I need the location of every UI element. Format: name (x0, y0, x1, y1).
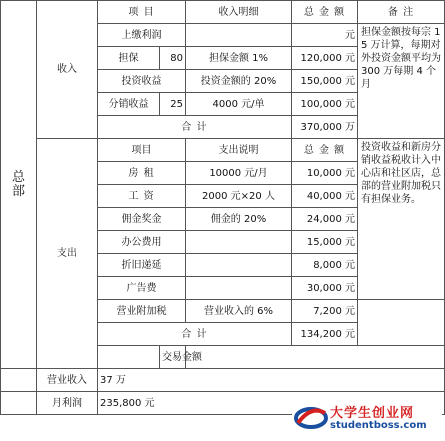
expense-sum-label: 合 计 (98, 323, 292, 346)
expense-detail (186, 254, 292, 277)
income-detail: 投资金额的 20% (186, 70, 292, 93)
footer-value: 37 万 (98, 369, 445, 392)
income-header-row (1, 1, 445, 24)
expense-item: 折旧递延 (98, 254, 186, 277)
expense-item: 房 租 (98, 162, 186, 185)
income-detail: 担保金额 1% (186, 47, 292, 70)
footer-spacer (98, 346, 160, 369)
income-item: 投资收益 (98, 70, 186, 93)
expense-item: 办公费用 (98, 231, 186, 254)
income-remark: 担保金额按每宗 15 万计算，每期对外投资金额平均为 300 万每期 4 个月 (358, 24, 445, 139)
logo-text-en: studentboss.com (330, 420, 427, 431)
income-sum-label: 合 计 (98, 116, 292, 139)
expense-total: 30,000 元 (292, 277, 358, 300)
income-item: 上缴利润 (98, 24, 186, 47)
expense-total: 10,000 元 (292, 162, 358, 185)
income-sub-value: 25 (160, 93, 186, 116)
site-logo (292, 399, 442, 439)
footer-label: 月利润 (37, 392, 98, 415)
footer-spacer (1, 369, 37, 392)
expense-item: 佣金奖金 (98, 208, 186, 231)
hq-cell (1, 1, 37, 369)
expense-remark: 投资收益和新房分销收益税收计入中心店和社区店，总部的营业附加税只有担保业务。 (358, 139, 445, 300)
expense-detail: 佣金的 20% (186, 208, 292, 231)
footer-spacer (1, 392, 37, 415)
income-header-detail: 收入明细 (186, 1, 292, 24)
expense-total: 7,200 元 (292, 300, 358, 323)
footer-label: 交易金额 (160, 346, 186, 369)
income-detail (186, 24, 292, 47)
expense-detail (186, 231, 292, 254)
footer-value (186, 346, 445, 369)
income-item: 担保 (98, 47, 160, 70)
expense-total: 8,000 元 (292, 254, 358, 277)
expense-sum-value: 134,200 元 (292, 323, 358, 346)
income-total: 100,000 元 (292, 93, 358, 116)
expense-item: 营业附加税 (98, 300, 186, 323)
hq-char-1: 总 (11, 169, 25, 185)
income-sub-value: 80 (160, 47, 186, 70)
expense-header-item: 项目 (98, 139, 186, 162)
income-header-total: 总 金 额 (292, 1, 358, 24)
income-total: 150,000 元 (292, 70, 358, 93)
footer-value: 235,800 元 (98, 392, 445, 415)
expense-header-total: 总 金 额 (292, 139, 358, 162)
expense-header-row (1, 139, 445, 162)
footer-row (1, 369, 445, 392)
footer-label: 营业收入 (37, 369, 98, 392)
expense-label: 支出 (37, 139, 98, 369)
expense-item: 工 资 (98, 185, 186, 208)
expense-total: 40,000 元 (292, 185, 358, 208)
expense-detail: 2000 元×20 人 (186, 185, 292, 208)
income-total: 120,000 元 (292, 47, 358, 70)
income-total: 元 (292, 24, 358, 47)
swoosh-logo-icon (294, 403, 328, 433)
logo-text-cn: 大学生创业网 (330, 406, 415, 421)
income-item: 分销收益 (98, 93, 160, 116)
expense-total: 15,000 元 (292, 231, 358, 254)
expense-detail: 营业收入的 6% (186, 300, 292, 323)
hq-char-2: 部 (11, 183, 25, 199)
expense-header-detail: 支出说明 (186, 139, 292, 162)
income-header-item: 项 目 (98, 1, 186, 24)
income-label: 收入 (37, 1, 98, 139)
expense-item: 广告费 (98, 277, 186, 300)
expense-detail (186, 277, 292, 300)
income-sum-value: 370,000 万 (292, 116, 358, 139)
expense-total: 24,000 元 (292, 208, 358, 231)
income-detail: 4000 元/单 (186, 93, 292, 116)
expense-detail: 10000 元/月 (186, 162, 292, 185)
remark-header: 备 注 (358, 1, 445, 24)
